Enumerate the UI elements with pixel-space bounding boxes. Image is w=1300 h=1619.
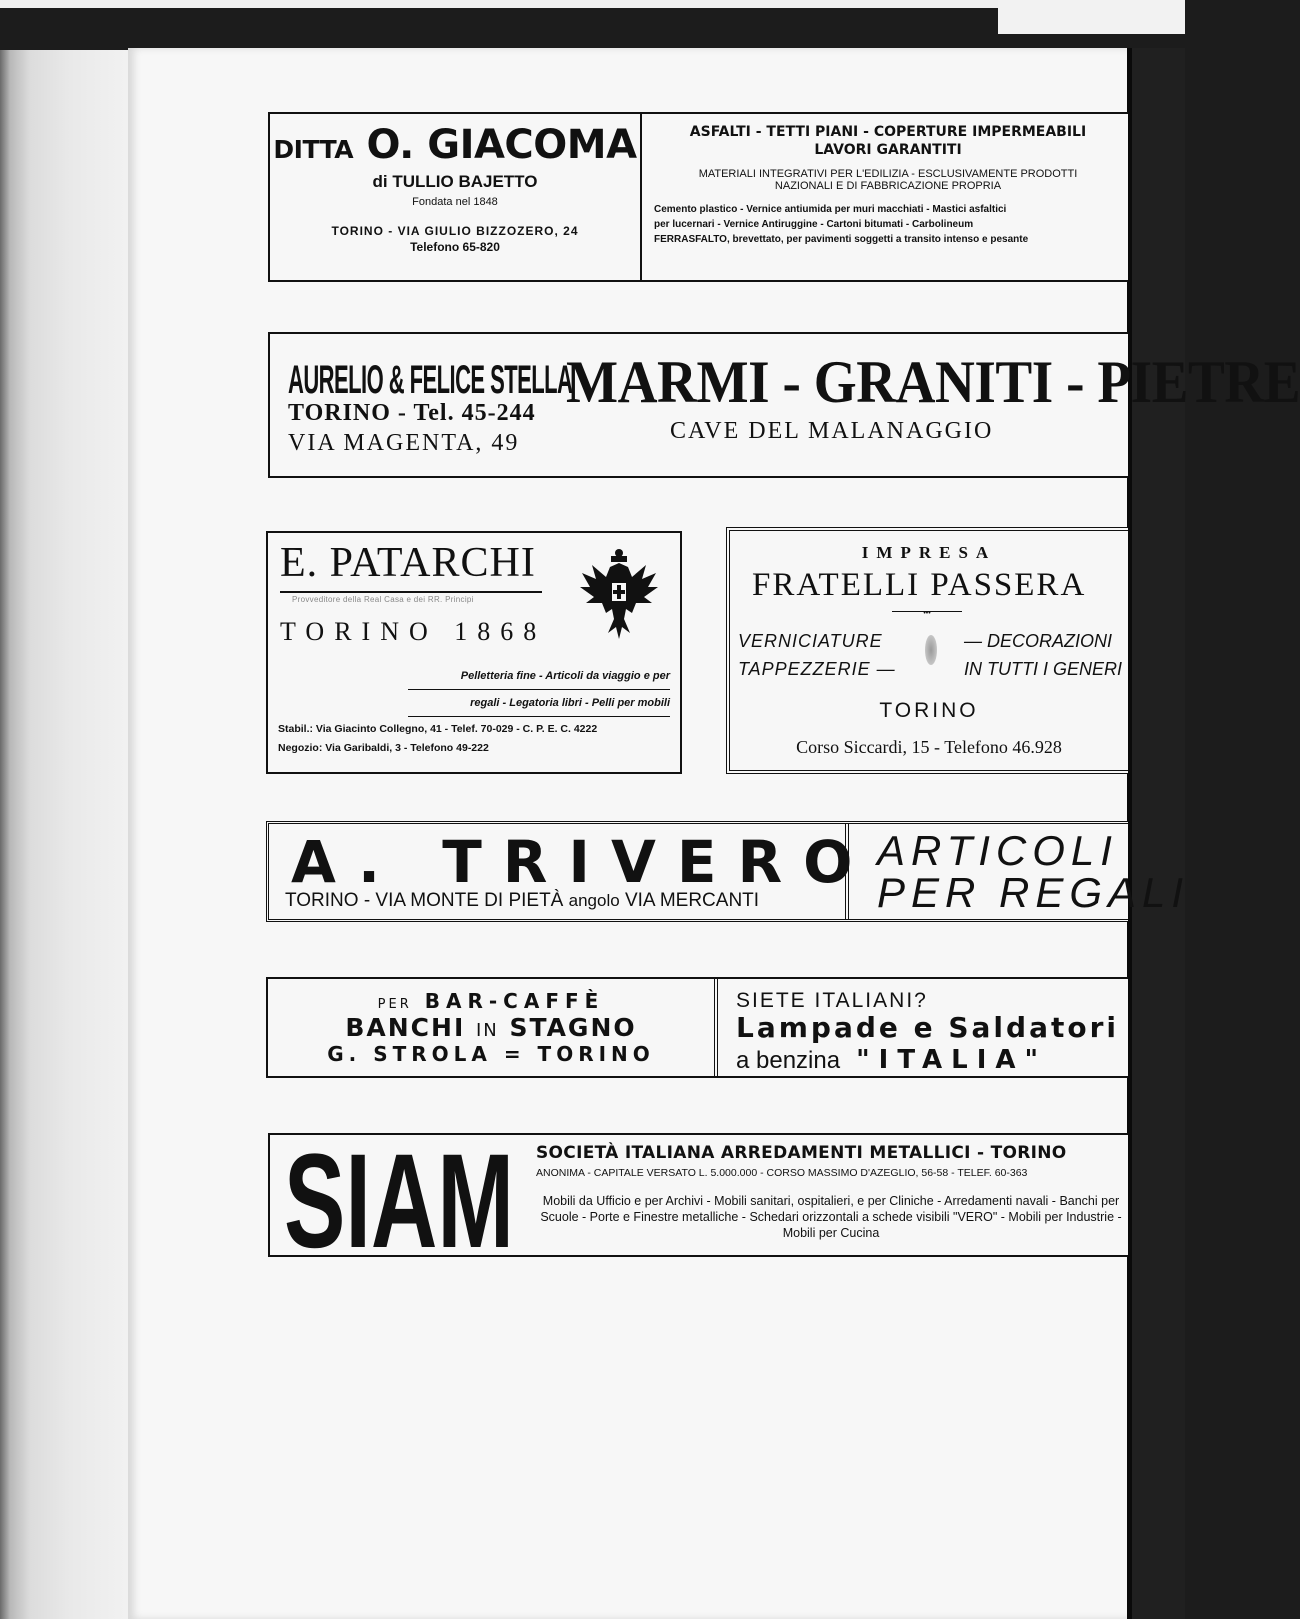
patarchi-name: E. PATARCHI: [280, 540, 536, 586]
strola-divider: [714, 979, 718, 1076]
patarchi-shop: Negozio: Via Garibaldi, 3 - Telefono 49-222: [278, 742, 489, 754]
stella-quarry: CAVE DEL MALANAGGIO: [670, 418, 994, 444]
ad-trivero: [266, 821, 1190, 922]
patarchi-goods-line2: regali - Legatoria libri - Pelli per mobili: [408, 690, 670, 717]
passera-service4: IN TUTTI I GENERI: [964, 659, 1123, 679]
giacoma-products-line3: FERRASFALTO, brevettato, per pavimenti soggetti a transito intenso e pesante: [654, 234, 1029, 245]
strola-question: SIETE ITALIANI?: [736, 989, 928, 1012]
passera-service3: — DECORAZIONI: [964, 631, 1113, 651]
ad-patarchi: [266, 531, 682, 774]
patarchi-goods: [408, 663, 670, 717]
giacoma-products-line2: per lucernari - Vernice Antiruggine - Cartoni bitumati - Carbolineum: [654, 219, 974, 230]
giacoma-products-line1: Cemento plastico - Vernice antiumida per muri macchiati - Mastici asfaltici: [654, 204, 1007, 215]
strola-left-panel: [268, 979, 714, 1076]
ad-stella: [268, 332, 1300, 478]
eagle-crest-icon: [580, 547, 658, 648]
patarchi-rule: [280, 591, 542, 593]
passera-impresa: IMPRESA: [861, 543, 997, 562]
giacoma-title: DITTA O. GIACOMA: [273, 122, 637, 168]
giacoma-materials-line1: MATERIALI INTEGRATIVI PER L'EDILIZIA - ESCLUSIVAMENTE PRODOTTI: [698, 168, 1078, 180]
ad-strola: [266, 977, 1128, 1078]
giacoma-phone: Telefono 65-820: [410, 240, 500, 254]
giacoma-address: TORINO - VIA GIULIO BIZZOZERO, 24: [331, 224, 579, 238]
passera-city: TORINO: [879, 699, 979, 722]
passera-ornament-drop: [925, 635, 937, 665]
stella-city: TORINO - Tel. 45-244: [288, 400, 536, 426]
stella-street: VIA MAGENTA, 49: [288, 430, 520, 456]
scan-left-margin: [0, 50, 130, 1619]
passera-address: Corso Siccardi, 15 - Telefono 46.928: [796, 737, 1062, 757]
stella-name: AURELIO & FELICE STELLA: [288, 358, 573, 402]
patarchi-goods-line1: Pelletteria fine - Articoli da viaggio e per: [408, 663, 670, 690]
strola-bar-caffe: PER BAR-CAFFÈ: [377, 989, 605, 1013]
giacoma-right-panel: [646, 114, 1130, 280]
patarchi-tagline: Provveditore della Real Casa e dei RR. Principi: [292, 595, 474, 604]
ad-passera: [726, 527, 1128, 774]
giacoma-guarantee: LAVORI GARANTITI: [814, 142, 962, 158]
ad-siam: [268, 1127, 1128, 1276]
giacoma-materials-line2: NAZIONALI E DI FABBRICAZIONE PROPRIA: [774, 180, 1002, 192]
trivero-tagline: ARTICOLI PER REGALI: [877, 827, 1190, 916]
passera-name: FRATELLI PASSERA: [752, 567, 1087, 603]
giacoma-left-panel: [270, 114, 642, 280]
strola-product: Lampade e Saldatori: [736, 1011, 1119, 1044]
patarchi-factory: Stabil.: Via Giacinto Collegno, 41 - Telef. 70-029 - C. P. E. C. 4222: [278, 723, 598, 735]
passera-service2: TAPPEZZERIE —: [738, 659, 896, 679]
giacoma-owner: di TULLIO BAJETTO: [372, 172, 538, 191]
stella-headline: MARMI - GRANITI - PIETRE: [566, 349, 1300, 415]
scan-top-right-strip: [998, 0, 1185, 34]
passera-service1: VERNICIATURE: [738, 631, 883, 651]
giacoma-headline: ASFALTI - TETTI PIANI - COPERTURE IMPERMEABILI: [689, 124, 1087, 140]
siam-company: SOCIETÀ ITALIANA ARREDAMENTI METALLICI - TORINO: [536, 1143, 1067, 1163]
siam-details: ANONIMA - CAPITALE VERSATO L. 5.000.000 - CORSO MASSIMO D'AZEGLIO, 56-58 - TELEF. 60-363: [536, 1167, 1028, 1179]
strola-benzina: a benzina "ITALIA": [736, 1045, 1048, 1075]
strola-maker: G. STROLA = TORINO: [327, 1042, 655, 1066]
siam-logo: [284, 1127, 518, 1276]
siam-logo-text: SIAM: [284, 1127, 514, 1276]
trivero-divider: [845, 824, 849, 919]
patarchi-city: TORINO 1868: [280, 617, 547, 646]
trivero-name: A. TRIVERO: [291, 828, 874, 896]
ad-giacoma: [268, 112, 1128, 282]
trivero-address: TORINO - VIA MONTE DI PIETÀ angolo VIA MERCANTI: [285, 890, 760, 911]
passera-ornament: •••: [892, 611, 962, 616]
siam-products: Mobili da Ufficio e per Archivi - Mobili sanitari, ospitalieri, e per Cliniche - Arredamenti navali - Banchi per Scuole - Porte e Finestre metalliche - Schedari orizzontali a schede visibili "VERO" - Mobili per Industrie - Mobili per Cucina: [540, 1194, 1122, 1240]
strola-banchi: BANCHI IN STAGNO: [345, 1013, 637, 1042]
giacoma-founded: Fondata nel 1848: [412, 196, 498, 208]
